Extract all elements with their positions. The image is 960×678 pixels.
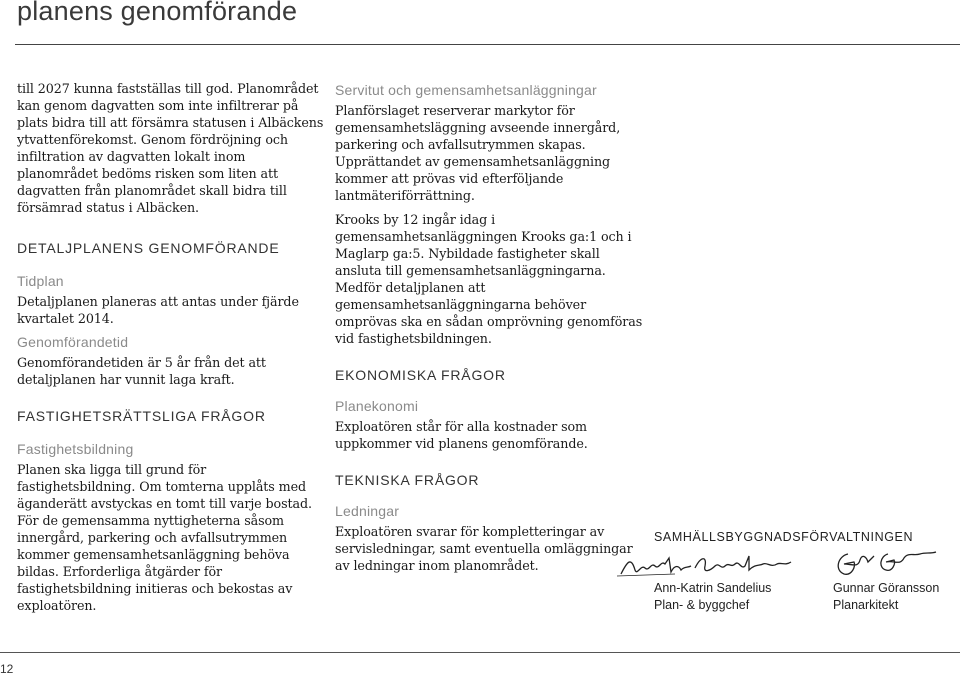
organization-name: SAMHÄLLSBYGGNADSFÖRVALTNINGEN	[654, 530, 914, 544]
subheading-genomforandetid: Genomförandetid	[17, 334, 129, 350]
subheading-fastighetsbildning: Fastighetsbildning	[17, 441, 134, 457]
paragraph-ledningar: Exploatören svarar för kompletteringar av servisledningar, samt eventuella omläggningar av ledningar inom planområdet.	[335, 524, 633, 573]
signature-goransson	[830, 546, 940, 582]
signer-2	[833, 580, 939, 614]
subheading-ledningar: Ledningar	[335, 503, 400, 519]
signature-block	[654, 530, 954, 544]
signature-sandelius	[615, 548, 795, 584]
section-heading-teknik: TEKNISKA FRÅGOR	[335, 472, 480, 488]
page-number: 12	[0, 662, 14, 676]
section-heading-fastighetsratt: FASTIGHETSRÄTTSLIGA FRÅGOR	[17, 408, 266, 424]
paragraph-tidplan: Detaljplanen planeras att antas under fjärde kvartalet 2014.	[17, 294, 299, 326]
right-column	[335, 80, 650, 574]
signer-1-name: Ann-Katrin Sandelius	[654, 581, 772, 595]
signer-1-title: Plan- & byggchef	[654, 598, 750, 612]
signer-2-title: Planarkitekt	[833, 598, 899, 612]
footer-divider	[0, 652, 960, 653]
section-heading-ekonomi: EKONOMISKA FRÅGOR	[335, 367, 506, 383]
paragraph-servitut-2: Krooks by 12 ingår idag i gemensamhetsanläggningen Krooks ga:1 och i Maglarp ga:5. Nybildade fastigheter skall ansluta till gemensamhetsanläggningarna. Medför detaljplanen att gemensamhetsanläggningarna behöver omprövas ska en sådan omprövning genomföras vid fastighetsbildningen.	[335, 212, 643, 346]
header-divider	[15, 44, 960, 45]
page-title: planens genomförande	[17, 0, 298, 26]
paragraph-servitut-1: Planförslaget reserverar markytor för gemensamhetsläggning avseende innergård, parkering och avfallsutrymmen skapas. Upprättandet av gemensamhetsanläggning kommer att prövas vid efterföljande lantmäteriförrättning.	[335, 103, 621, 203]
subheading-servitut: Servitut och gemensamhetsanläggningar	[335, 82, 597, 98]
paragraph-fastighetsbildning: Planen ska ligga till grund för fastighetsbildning. Om tomterna upplåts med äganderätt avstyckas en tomt till varje bostad. För de gemensamma nyttigheterna såsom innergård, parkering och avfallsutrymmen kommer gemensamhetsanläggning behöva bildas. Erforderliga åtgärder för fastighetsbildning initieras och bekostas av exploatören.	[17, 462, 312, 613]
subheading-planekonomi: Planekonomi	[335, 398, 419, 414]
signer-1	[654, 580, 771, 614]
subheading-tidplan: Tidplan	[17, 273, 64, 289]
section-heading-detaljplan: DETALJPLANENS GENOMFÖRANDE	[17, 240, 280, 256]
left-column	[17, 80, 325, 614]
signer-2-name: Gunnar Göransson	[833, 581, 940, 595]
intro-paragraph: till 2027 kunna fastställas till god. Planområdet kan genom dagvatten som inte infiltrerar på plats bidra till att försämra statusen i Albäckens ytvattenförekomst. Genom fördröjning och infiltration av dagvatten lokalt inom planområdet bedöms risken som liten att dagvatten från planområdet skall bidra till försämrad status i Albäcken.	[17, 81, 324, 215]
paragraph-planekonomi: Exploatören står för alla kostnader som uppkommer vid planens genomförande.	[335, 419, 588, 451]
paragraph-genomforandetid: Genomförandetiden är 5 år från det att detaljplanen har vunnit laga kraft.	[17, 355, 266, 387]
